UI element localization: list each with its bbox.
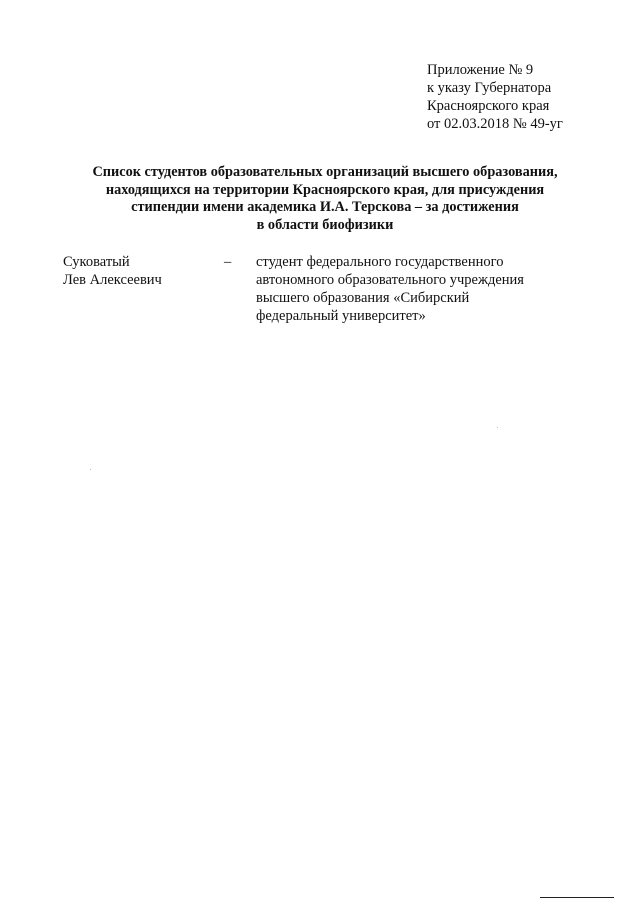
title-line-3: стипендии имени академика И.А. Терскова – за достижения bbox=[131, 199, 519, 215]
title-line-1: Список студентов образовательных организаций высшего образования, bbox=[92, 164, 558, 180]
entry-dash: – bbox=[224, 254, 232, 270]
description-line-1: студент федерального государственного bbox=[256, 254, 504, 270]
description-line-4: федеральный университет» bbox=[256, 308, 426, 324]
appendix-region: Красноярского края bbox=[427, 98, 550, 114]
appendix-date-number: от 02.03.2018 № 49-уг bbox=[427, 116, 563, 132]
footer-rule bbox=[540, 897, 614, 898]
scan-speck bbox=[90, 469, 91, 470]
appendix-decree-ref: к указу Губернатора bbox=[427, 80, 552, 96]
title-line-2: находящихся на территории Красноярского края, для присуждения bbox=[105, 181, 545, 198]
student-description bbox=[256, 253, 586, 325]
appendix-header bbox=[427, 61, 627, 133]
student-surname: Суковатый bbox=[63, 254, 130, 270]
description-line-3: высшего образования «Сибирский bbox=[256, 290, 470, 306]
appendix-number: Приложение № 9 bbox=[427, 62, 534, 78]
scan-speck bbox=[497, 427, 498, 428]
document-title bbox=[40, 164, 610, 234]
description-line-2: автономного образовательного учреждения bbox=[256, 272, 524, 288]
student-name bbox=[63, 253, 233, 289]
title-line-4: в области биофизики bbox=[256, 216, 394, 233]
student-given-names: Лев Алексеевич bbox=[63, 272, 162, 288]
